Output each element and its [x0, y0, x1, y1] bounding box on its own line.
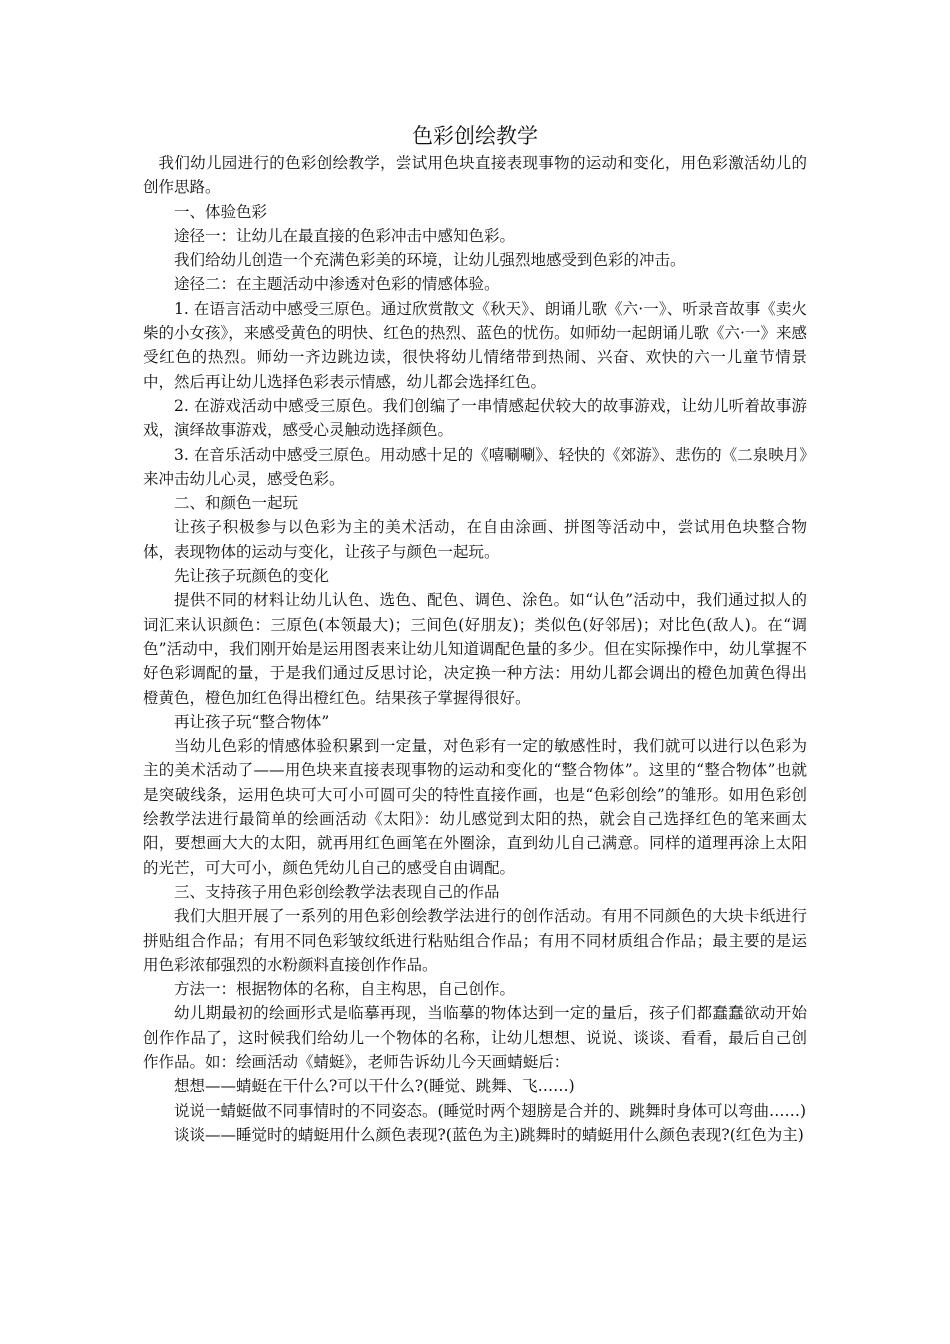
intro-paragraph: 我们幼儿园进行的色彩创绘教学，尝试用色块直接表现事物的运动和变化，用色彩激活幼儿的创作思路。 — [143, 154, 807, 197]
paragraph: 2. 在游戏活动中感受三原色。我们创编了一串情感起伏较大的故事游戏，让幼儿听着故事游戏，演绎故事游戏，感受心灵触动选择颜色。 — [143, 396, 807, 440]
paragraph: 幼儿期最初的绘画形式是临摹再现，当临摹的物体达到一定的量后，孩子们都蠢蠢欲动开始创作作品了，这时候我们给幼儿一个物体的名称，让幼儿想想、说说、谈谈、看看，最后自己创作作品。如：绘画活动《蜻蜓》，老师告诉幼儿今天画蜻蜓后： — [143, 1004, 807, 1071]
section-heading-3: 三、支持孩子用色彩创绘教学法表现自己的作品 — [174, 882, 500, 901]
paragraph: 3. 在音乐活动中感受三原色。用动感十足的《嘻唰唰》、轻快的《郊游》、悲伤的《二泉映月》来冲击幼儿心灵，感受色彩。 — [143, 445, 807, 488]
subheading: 先让孩子玩颜色的变化 — [174, 567, 330, 586]
paragraph: 途径二：在主题活动中渗透对色彩的情感体验。 — [174, 275, 500, 294]
paragraph: 我们大胆开展了一系列的用色彩创绘教学法进行的创作活动。有用不同颜色的大块卡纸进行拼贴组合作品；有用不同色彩皱纹纸进行粘贴组合作品；有用不同材质组合作品；最主要的是运用色彩浓郁强烈的水粉颜料直接创作作品。 — [143, 907, 807, 974]
paragraph: 1. 在语言活动中感受三原色。通过欣赏散文《秋天》、朗诵儿歌《六·一》、听录音故事《卖火柴的小女孩》，来感受黄色的明快、红色的热烈、蓝色的忧伤。如师幼一起朗诵儿歌《六·一》来感受红色的热烈。师幼一齐边跳边读，很快将幼儿情绪带到热闹、兴奋、欢快的六一儿童节情景中，然后再让幼儿选择色彩表示情感，幼儿都会选择红色。 — [143, 299, 807, 391]
page-title: 色彩创绘教学 — [412, 124, 538, 148]
paragraph: 说说一蜻蜓做不同事情时的不同姿态。(睡觉时两个翅膀是合并的、跳舞时身体可以弯曲……) — [174, 1101, 807, 1120]
paragraph: 提供不同的材料让幼儿认色、选色、配色、调色、涂色。如“认色”活动中，我们通过拟人的词汇来认识颜色：三原色(本领最大)；三间色(好朋友)；类似色(好邻居)；对比色(敌人)。在“调色”活动中，我们刚开始是运用图表来让幼儿知道调配色量的多少。但在实际操作中，幼儿掌握不好色彩调配的量，于是我们通过反思讨论，决定换一种方法：用幼儿都会调出的橙色加黄色得出橙黄色，橙色加红色得出橙红色。结果孩子掌握得很好。 — [143, 591, 807, 707]
paragraph: 谈谈——睡觉时的蜻蜓用什么颜色表现?(蓝色为主)跳舞时的蜻蜓用什么颜色表现?(红色为主) — [174, 1125, 804, 1144]
paragraph: 我们给幼儿创造一个充满色彩美的环境，让幼儿强烈地感受到色彩的冲击。 — [174, 251, 686, 270]
paragraph: 当幼儿色彩的情感体验积累到一定量，对色彩有一定的敏感性时，我们就可以进行以色彩为主的美术活动了——用色块来直接表现事物的运动和变化的“整合物体”。这里的“整合物体”也就是突破线条，运用色块可大可小可圆可尖的特性直接作画，也是“色彩创绘”的雏形。如用色彩创绘教学法进行最简单的绘画活动《太阳》：幼儿感觉到太阳的热，就会自己选择红色的笔来画太阳，要想画大大的太阳，就再用红色画笔在外圈涂，直到幼儿自己满意。同样的道理再涂上太阳的光芒，可大可小，颜色凭幼儿自己的感受自由调配。 — [143, 737, 807, 877]
paragraph: 途径一：让幼儿在最直接的色彩冲击中感知色彩。 — [174, 226, 516, 245]
section-heading-1: 一、体验色彩 — [174, 202, 268, 221]
subheading: 再让孩子玩“整合物体” — [174, 712, 330, 731]
section-heading-2: 二、和颜色一起玩 — [174, 494, 299, 513]
paragraph: 方法一：根据物体的名称，自主构思，自己创作。 — [174, 980, 516, 999]
paragraph: 让孩子积极参与以色彩为主的美术活动，在自由涂画、拼图等活动中，尝试用色块整合物体，表现物体的运动与变化，让孩子与颜色一起玩。 — [143, 518, 807, 561]
paragraph: 想想——蜻蜓在干什么?可以干什么?(睡觉、跳舞、飞……) — [174, 1077, 575, 1096]
document-body — [143, 121, 807, 1147]
